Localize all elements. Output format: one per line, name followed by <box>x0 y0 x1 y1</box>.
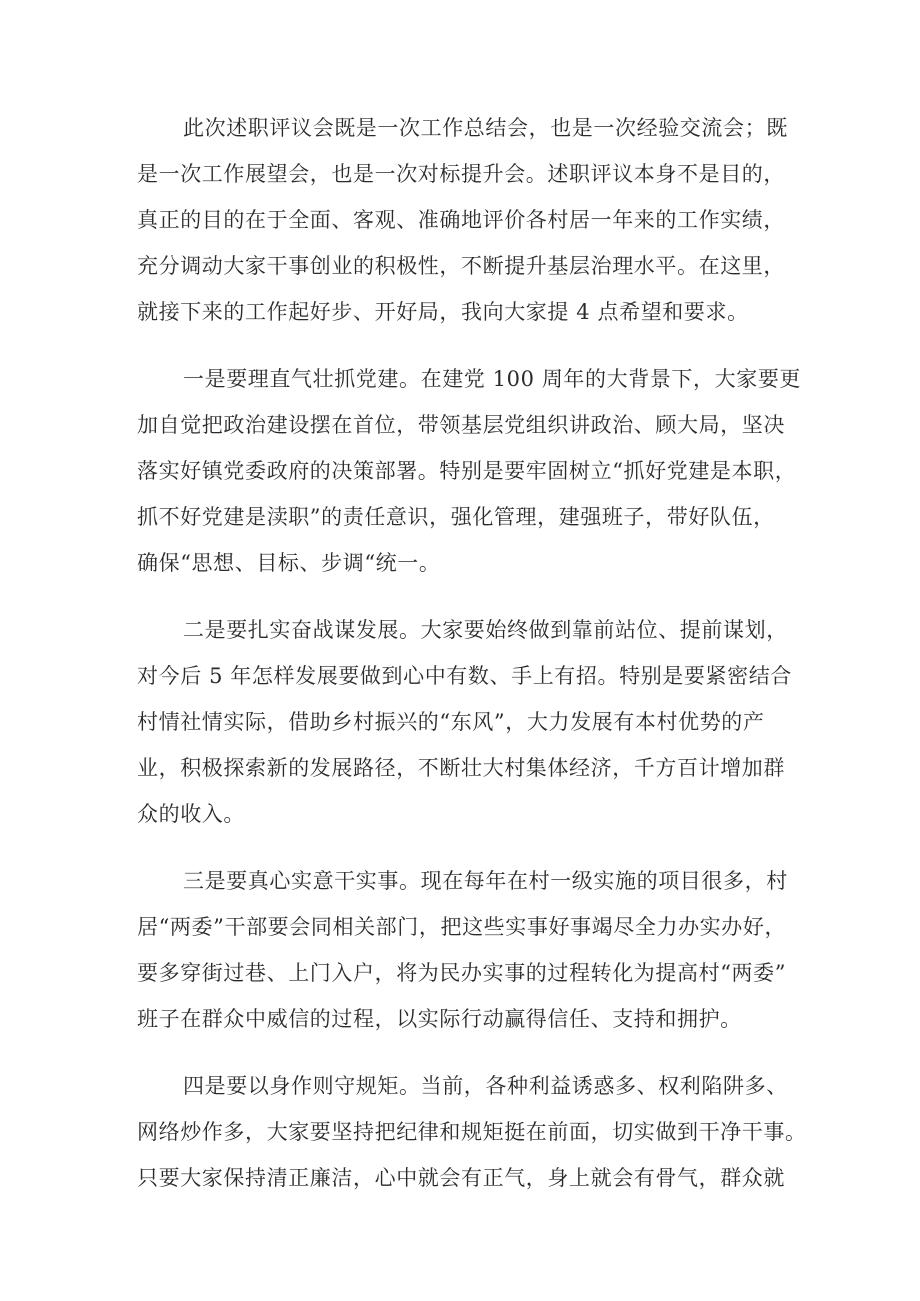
text-line: 四是要以身作则守规矩。当前，各种利益诱惑多、权利陷阱多、 <box>183 1074 788 1098</box>
text-line: 班子在群众中威信的过程，以实际行动赢得信任、支持和拥护。 <box>137 1007 742 1031</box>
text-line: 对今后 5 年怎样发展要做到心中有数、手上有招。特别是要紧密结合 <box>137 664 792 688</box>
text-line: 充分调动大家干事创业的积极性，不断提升基层治理水平。在这里， <box>137 254 785 278</box>
text-line: 落实好镇党委政府的决策部署。特别是要牢固树立“抓好党建是本职， <box>137 459 797 483</box>
text-line: 要多穿街过巷、上门入户，将为民办实事的过程转化为提高村“两委” <box>137 961 787 985</box>
paragraph-point-one <box>137 356 802 586</box>
paragraph-point-three <box>137 858 797 1042</box>
text-line: 众的收入。 <box>137 802 245 826</box>
text-line: 是一次工作展望会，也是一次对标提升会。述职评议本身不是目的， <box>137 162 785 186</box>
text-line: 此次述职评议会既是一次工作总结会，也是一次经验交流会；既 <box>183 116 788 140</box>
text-line: 抓不好党建是渎职”的责任意识，强化管理，建强班子，带好队伍， <box>137 505 775 529</box>
text-line: 三是要真心实意干实事。现在每年在村一级实施的项目很多，村 <box>183 869 788 893</box>
text-line: 加自觉把政治建设摆在首位，带领基层党组织讲政治、顾大局，坚决 <box>137 413 785 437</box>
text-line: 一是要理直气壮抓党建。在建党 100 周年的大背景下，大家要更 <box>183 367 802 391</box>
text-line: 就接下来的工作起好步、开好局，我向大家提 4 点希望和要求。 <box>137 300 749 324</box>
text-line: 居“两委”干部要会同相关部门，把这些实事好事竭尽全力办实办好， <box>137 915 787 939</box>
text-line: 网络炒作多，大家要坚持把纪律和规矩挺在前面，切实做到干净干事。 <box>137 1120 807 1144</box>
text-line: 二是要扎实奋战谋发展。大家要始终做到靠前站位、提前谋划， <box>183 618 788 642</box>
text-line: 确保“思想、目标、步调“统一。 <box>137 551 441 575</box>
text-line: 村情社情实际，借助乡村振兴的“东风”，大力发展有本村优势的产 <box>137 710 765 734</box>
paragraph-opening <box>137 105 797 335</box>
text-line: 真正的目的在于全面、客观、准确地评价各村居一年来的工作实绩， <box>137 208 785 232</box>
paragraph-point-four <box>137 1063 807 1201</box>
text-line: 只要大家保持清正廉洁，心中就会有正气，身上就会有骨气，群众就 <box>137 1166 785 1190</box>
text-line: 业，积极探索新的发展路径，不断壮大村集体经济，千方百计增加群 <box>137 756 785 780</box>
paragraph-point-two <box>137 607 797 837</box>
